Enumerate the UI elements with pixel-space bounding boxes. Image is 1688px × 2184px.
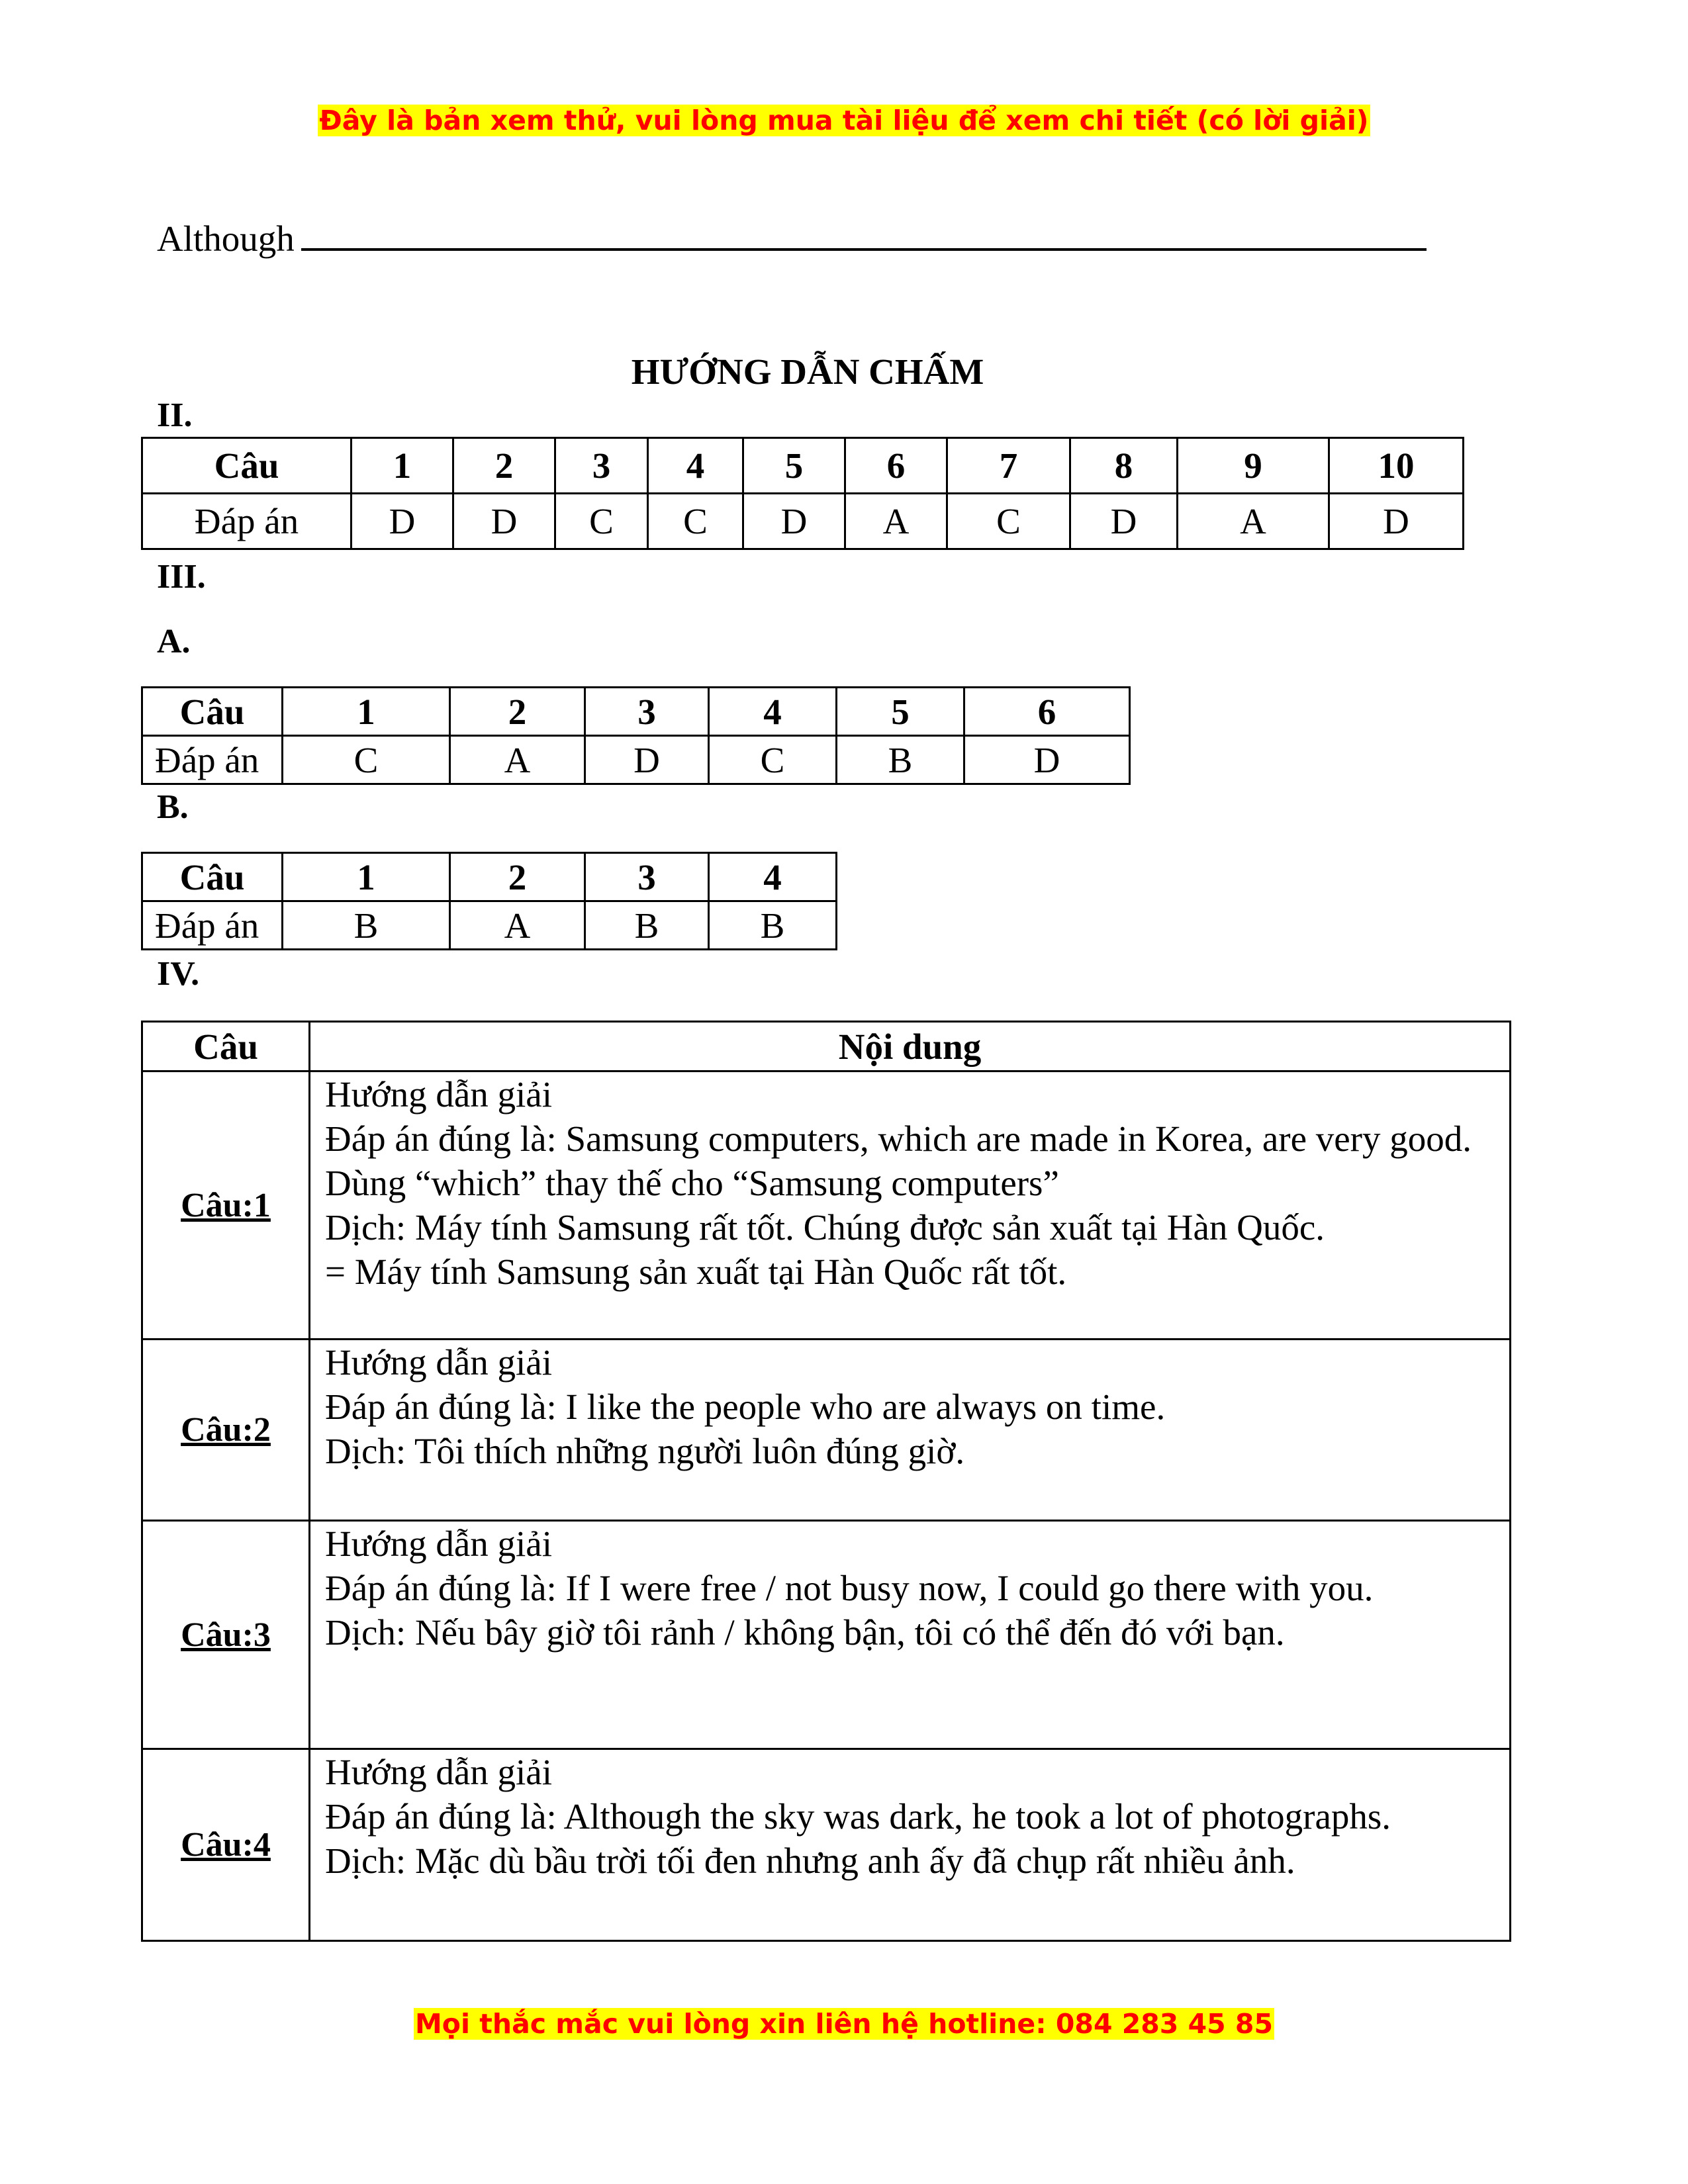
question-number: Câu:1 — [142, 1071, 310, 1340]
solution-line: Đáp án đúng là: I like the people who are always on time. — [325, 1387, 1166, 1427]
question-number-cell: 5 — [837, 688, 964, 736]
answer-cell: D — [1070, 494, 1178, 549]
answer-cell: D — [743, 494, 845, 549]
answer-cell: C — [709, 736, 837, 784]
question-number-cell: 7 — [947, 438, 1070, 494]
answer-cell: B — [585, 901, 709, 950]
question-number-cell: 3 — [585, 853, 709, 901]
section-IV-label: IV. — [157, 955, 200, 993]
question-number-cell: 6 — [845, 438, 947, 494]
question-number-cell: 4 — [709, 853, 837, 901]
hotline-banner — [0, 2004, 1688, 2044]
section-III-label: III. — [157, 558, 206, 596]
header-label-cell: Câu — [142, 688, 283, 736]
question-number-cell: 1 — [283, 853, 450, 901]
solution-line: Đáp án đúng là: If I were free / not busy now, I could go there with you. — [325, 1568, 1374, 1608]
solution-line: Đáp án đúng là: Samsung computers, which are made in Korea, are very good. — [325, 1118, 1472, 1159]
question-number-cell: 4 — [648, 438, 743, 494]
answer-cell: B — [709, 901, 837, 950]
solution-line: Dịch: Tôi thích những người luôn đúng giờ. — [325, 1431, 965, 1471]
solution-line: Hướng dẫn giải — [325, 1074, 552, 1115]
solution-line: Dịch: Mặc dù bầu trời tối đen nhưng anh ấy đã chụp rất nhiều ảnh. — [325, 1841, 1295, 1881]
question-number-cell: 4 — [709, 688, 837, 736]
answer-label-cell: Đáp án — [142, 494, 352, 549]
question-number-cell: 8 — [1070, 438, 1178, 494]
question-number-cell: 3 — [555, 438, 648, 494]
solution-row — [142, 1521, 1511, 1749]
answer-cell: C — [947, 494, 1070, 549]
question-number-cell: 5 — [743, 438, 845, 494]
section-IIIA-label: A. — [157, 623, 191, 660]
solution-line: Dịch: Máy tính Samsung rất tốt. Chúng được sản xuất tại Hàn Quốc. — [325, 1207, 1325, 1248]
answer-cell: A — [1178, 494, 1329, 549]
answer-label-cell: Đáp án — [142, 901, 283, 950]
table-header-row — [142, 438, 1464, 494]
question-number-cell: 1 — [283, 688, 450, 736]
header-label-cell: Câu — [142, 438, 352, 494]
question-number-cell: 10 — [1329, 438, 1464, 494]
section-II-label: II. — [157, 396, 193, 434]
solution-header-row — [142, 1022, 1511, 1071]
solution-content — [310, 1749, 1511, 1941]
section-II-answer-table — [141, 437, 1464, 550]
table-header-row — [142, 688, 1130, 736]
answer-cell: C — [283, 736, 450, 784]
solution-line: Đáp án đúng là: Although the sky was dark, he took a lot of photographs. — [325, 1796, 1391, 1837]
answer-blank-rule — [301, 212, 1427, 251]
solution-table — [141, 1021, 1511, 1942]
answer-cell: D — [352, 494, 453, 549]
answer-cell: C — [648, 494, 743, 549]
although-blank-line — [157, 212, 1427, 262]
answer-cell: D — [585, 736, 709, 784]
solution-content — [310, 1340, 1511, 1521]
page-title: HƯỚNG DẪN CHẤM — [631, 351, 984, 392]
solution-row — [142, 1340, 1511, 1521]
table-answer-row — [142, 736, 1130, 784]
solution-line: Dịch: Nếu bây giờ tôi rảnh / không bận, tôi có thể đến đó với bạn. — [325, 1612, 1285, 1653]
preview-banner — [0, 101, 1688, 140]
solution-row — [142, 1071, 1511, 1340]
header-label-cell: Câu — [142, 853, 283, 901]
answer-cell: A — [450, 736, 585, 784]
answer-cell: D — [964, 736, 1130, 784]
question-number-cell: 9 — [1178, 438, 1329, 494]
section-IIIB-label: B. — [157, 788, 189, 826]
answer-cell: B — [837, 736, 964, 784]
solution-line: = Máy tính Samsung sản xuất tại Hàn Quốc rất tốt. — [325, 1251, 1067, 1292]
solution-row — [142, 1749, 1511, 1941]
solution-header-content: Nội dung — [310, 1022, 1511, 1071]
solution-line: Dùng “which” thay thế cho “Samsung computers” — [325, 1163, 1059, 1203]
question-number-cell: 2 — [450, 853, 585, 901]
answer-cell: D — [1329, 494, 1464, 549]
answer-cell: B — [283, 901, 450, 950]
question-number: Câu:4 — [142, 1749, 310, 1941]
section-IIIB-answer-table — [141, 852, 837, 950]
solution-header-cau: Câu — [142, 1022, 310, 1071]
answer-label-cell: Đáp án — [142, 736, 283, 784]
answer-cell: A — [845, 494, 947, 549]
answer-cell: A — [450, 901, 585, 950]
solution-line: Hướng dẫn giải — [325, 1752, 552, 1792]
answer-cell: D — [453, 494, 555, 549]
question-number-cell: 3 — [585, 688, 709, 736]
answer-cell: C — [555, 494, 648, 549]
question-number: Câu:3 — [142, 1521, 310, 1749]
question-number-cell: 2 — [450, 688, 585, 736]
solution-line: Hướng dẫn giải — [325, 1524, 552, 1564]
although-prompt: Although — [157, 218, 295, 259]
solution-content — [310, 1521, 1511, 1749]
question-number-cell: 1 — [352, 438, 453, 494]
question-number-cell: 6 — [964, 688, 1130, 736]
section-IIIA-answer-table — [141, 686, 1131, 785]
question-number: Câu:2 — [142, 1340, 310, 1521]
question-number-cell: 2 — [453, 438, 555, 494]
solution-line: Hướng dẫn giải — [325, 1342, 552, 1383]
table-answer-row — [142, 494, 1464, 549]
table-answer-row — [142, 901, 837, 950]
hotline-banner-text: Mọi thắc mắc vui lòng xin liên hệ hotline: 084 283 45 85 — [414, 2008, 1273, 2040]
table-header-row — [142, 853, 837, 901]
solution-content — [310, 1071, 1511, 1340]
preview-banner-text: Đây là bản xem thử, vui lòng mua tài liệu để xem chi tiết (có lời giải) — [319, 105, 1369, 136]
